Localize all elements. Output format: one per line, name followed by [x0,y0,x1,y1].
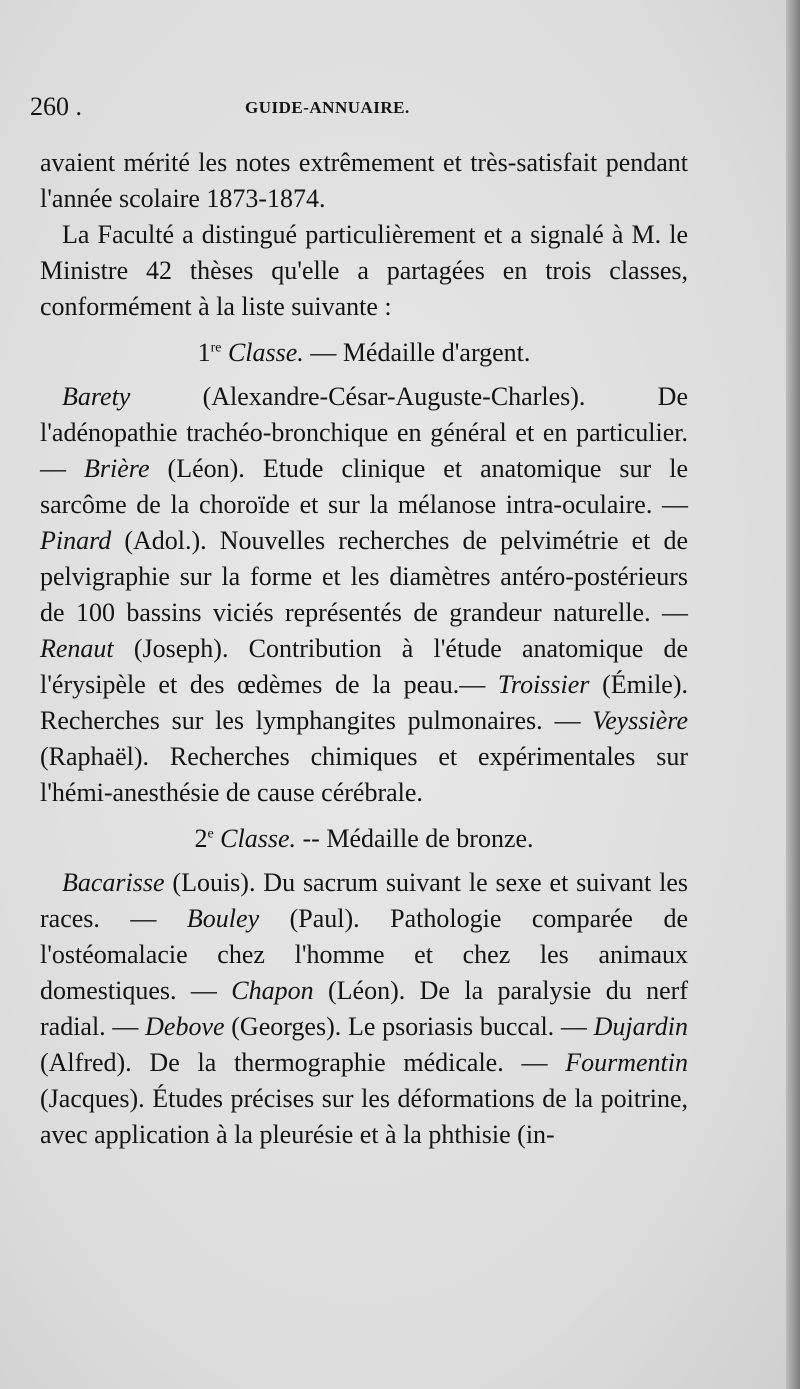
intro-paragraph-1: avaient mérité les notes extrêmement et très-satisfait pendant l'année scolaire 1873-1874. [40,148,688,213]
class2-entry-text: (Léon). De la paralysie du nerf radial. — [40,976,688,1041]
class1-author: Barety [62,382,131,411]
class1-author: Renaut [40,634,114,663]
class2-author: Chapon [231,976,314,1005]
class1-entry-text: (Émile). Recherches sur les lymphangites pulmonaires. — [40,670,688,735]
class2-author: Bouley [186,904,260,933]
class1-heading [40,335,688,371]
class1-author: Veyssière [592,706,688,735]
class2-author: Fourmentin [565,1048,688,1077]
class1-entry-text: (Adol.). Nouvelles recherches de pelvimétrie et de pelvigraphie sur la forme et les diamètres antéro-postérieurs de 100 bassins viciés représentés de grandeur naturelle. — [40,526,688,627]
class1-suffix: re [210,340,222,356]
page-spine-shadow [786,0,800,1389]
class1-author: Brière [84,454,150,483]
class1-medal: — Médaille d'argent. [310,338,531,367]
class2-entry-text: (Louis). Du sacrum suivant le sexe et suivant les races. — [40,868,688,933]
class2-label: Classe. [220,824,297,853]
class2-entry-text: (Jacques). Études précises sur les déformations de la poitrine, avec application à la pleurésie et à la phthisie (in- [40,1084,688,1149]
body-text [40,145,688,1153]
class2-heading [40,821,688,857]
page-number: 260 . [30,92,82,121]
intro-paragraph-2: La Faculté a distingué particulièrement et a signalé à M. le Ministre 42 thèses qu'elle a partagées en trois classes, conformément à la liste suivante : [40,220,688,321]
class1-author: Troissier [497,670,590,699]
class2-number: 2 [194,824,208,853]
class2-author: Bacarisse [62,868,165,897]
class2-paragraph [40,865,688,1153]
class2-entry-text: (Paul). Pathologie comparée de l'ostéomalacie chez l'homme et chez les animaux domestiques. — [40,904,688,1005]
class1-label: Classe. [227,338,304,367]
class2-suffix: e [207,826,214,842]
class1-entry-text: (Léon). Etude clinique et anatomique sur le sarcôme de la choroïde et sur la mélanose intra-oculaire. — [40,454,689,519]
class2-author: Dujardin [593,1012,689,1041]
class1-author: Pinard [40,526,112,555]
page-header [30,92,730,132]
class1-entry-text: (Raphaël). Recherches chimiques et expérimentales sur l'hémi-anesthésie de cause cérébrale. [40,742,688,807]
class1-entry-text: (Joseph). Contribution à l'étude anatomique de l'érysipèle et des œdèmes de la peau.— [40,634,688,699]
running-head: GUIDE-ANNUAIRE. [245,98,410,117]
class2-author: Debove [145,1012,225,1041]
class1-number: 1 [197,338,211,367]
class2-medal: -- Médaille de bronze. [302,824,534,853]
class1-paragraph [40,379,688,811]
class1-entry-text: (Alexandre-César-Auguste-Charles). De l'adénopathie trachéo-bronchique en général et en particulier. — [40,382,688,483]
class2-entry-text: (Alfred). De la thermographie médicale. — [40,1048,566,1077]
class2-entry-text: (Georges). Le psoriasis buccal. — [224,1012,594,1041]
